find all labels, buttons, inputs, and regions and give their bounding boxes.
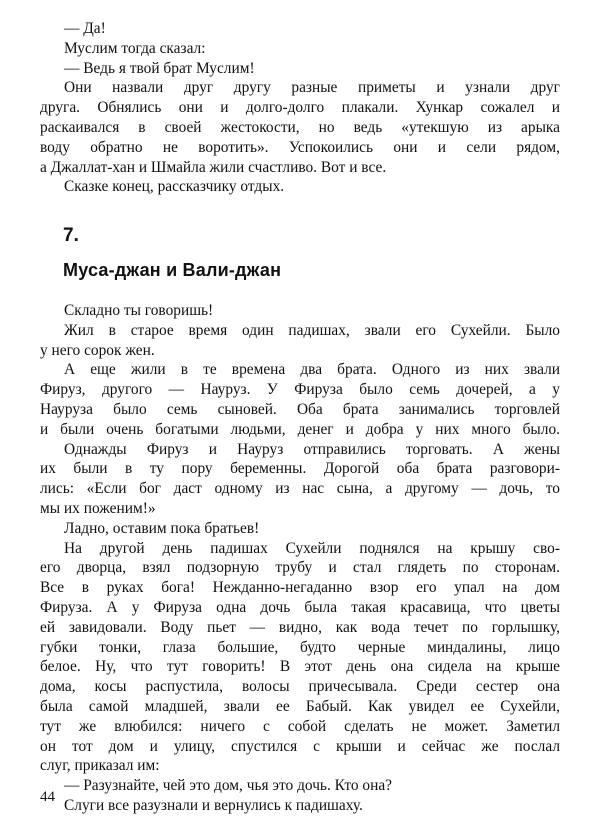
text-line: лись: «Если бог даст одному из нас сына, а другому — дочь, то [40,480,560,498]
story-body [0,301,600,816]
text-line: его дворца, взял подзорную трубу и стал глядеть по сторонам. [40,559,560,577]
text-line: слуг, приказал им: [40,757,160,775]
text-line: их были в ту пору беременны. Дорогой оба брата разговори- [40,460,560,478]
page-number: 44 [40,789,55,805]
chapter-number: 7. [63,225,79,246]
text-line: белое. Ну, что тут говорить! В этот день она сидела на крыше [40,658,560,676]
dialogue-line: — Разузнайте, чей это дом, чья это дочь. Кто она? [64,777,392,795]
text-line: дома, косы распустила, волосы причесывала. Среди сестер она [40,678,560,696]
text-line: Однажды Фируз и Науруз отправились торговать. А жены [64,440,560,458]
text-line: Складно ты говоришь! [64,302,214,319]
text-line: губки тонки, глаза большие, будто черные миндалины, лицо [40,638,560,656]
text-line: Жил в старое время один падишах, звали его Сухейли. Было [64,321,560,339]
text-line: и были очень богатыми людьми, денег и добра у них много было. [40,420,560,438]
text-line: Все в руках бога! Нежданно-негаданно взор его упал на дом [40,579,560,597]
text-line: Фируза. А у Фируза одна дочь была такая красавица, что цветы [40,598,560,616]
text-line: друга. Обнялись они и долго-долго плакали. Хункар сожалел и [40,99,560,117]
text-line: была самой младшей, звали ее Бабый. Как увидел ее Сухейли, [40,697,560,715]
text-line: Сказке конец, рассказчику отдых. [64,178,285,196]
text-line: А еще жили в те времена два брата. Одного из них звали [64,361,560,379]
text-line: у него сорок жен. [40,341,155,359]
text-line: мы их поженим!» [40,499,156,517]
text-line: Слуги все разузнали и вернулись к падишаху. [64,796,363,814]
text-line: Они назвали друг другу разные приметы и узнали друг [64,79,560,97]
text-line: ей завидовали. Воду пьет — видно, как вода течет по горлышку, [40,618,560,636]
text-line: он тот дом и улицу, спустился с крыши и сейчас же послал [40,737,560,755]
text-line: Ладно, оставим пока братьев! [64,519,260,537]
text-line: Муслим тогда сказал: [64,39,206,57]
dialogue-line: — Да! [64,20,106,37]
text-line: На другой день падишах Сухейли поднялся на крышу сво- [64,539,560,557]
chapter-title: Муса-джан и Вали-джан [63,260,282,280]
text-line: раскаивался в своей жестокости, но ведь «утекшую из арыка [40,118,560,136]
text-line: Фируз, другого — Науруз. У Фируза было семь дочерей, а у [40,381,560,399]
story-ending [0,19,600,197]
text-line: а Джаллат-хан и Шмайла жили счастливо. Вот и все. [40,158,387,176]
text-line: воду обратно не воротить». Успокоились они и сели рядом, [40,138,560,156]
text-line: тут же влюбился: ничего с собой сделать не может. Заметил [40,717,560,735]
dialogue-line: — Ведь я твой брат Муслим! [64,59,255,77]
text-line: Науруза было семь сыновей. Оба брата занимались торговлей [40,400,560,418]
